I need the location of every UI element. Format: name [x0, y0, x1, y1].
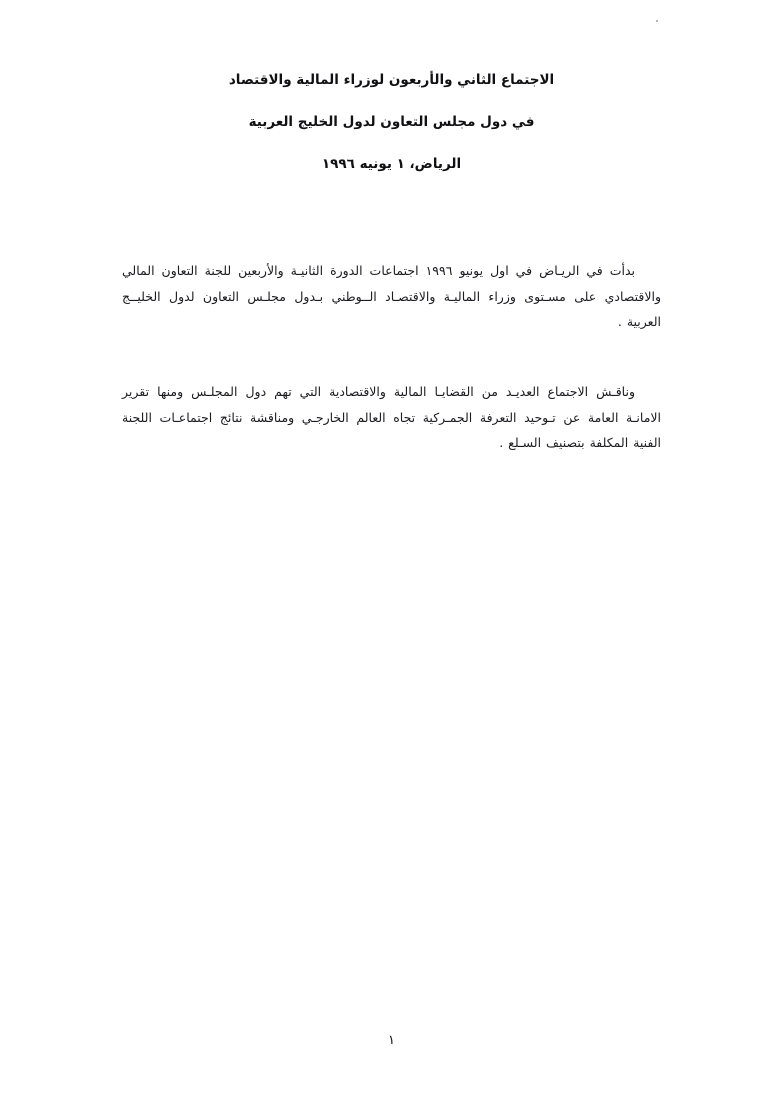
paragraph-1 [122, 258, 661, 335]
page-number: ١ [388, 1033, 395, 1048]
paragraph-2 [122, 379, 661, 456]
title-line-date: الرياض، ١ يونيه ١٩٩٦ [321, 156, 462, 173]
document-body [122, 258, 661, 456]
scan-speck [656, 20, 658, 22]
title-line-2: في دول مجلس التعاون لدول الخليج العربية [248, 114, 535, 131]
paragraph-1-text: بدأت في الريـاض في اول يونيو ١٩٩٦ اجتماعات الدورة الثانيـة والأربعين للجنة التعاون المالي والاقتصادي على مسـتوى وزراء الماليـة والاقتصـاد الــوطني بـدول مجلـس التعاون لدول الخليــج العربية . [122, 263, 661, 330]
paragraph-2-text: وناقـش الاجتماع العديـد من القضايـا المالية والاقتصادية التي تهم دول المجلـس ومنها تقرير الامانـة العامة عن تـوحيد التعرفة الجمـركية تجاه العالم الخارجـي ومناقشة نتائج اجتماعـات اللجنة الفنية المكلفة بتصنيف السـلع . [122, 383, 661, 451]
document-title-block [0, 72, 783, 173]
title-line-1: الاجتماع الثاني والأربعون لوزراء المالية والاقتصاد [228, 72, 555, 88]
